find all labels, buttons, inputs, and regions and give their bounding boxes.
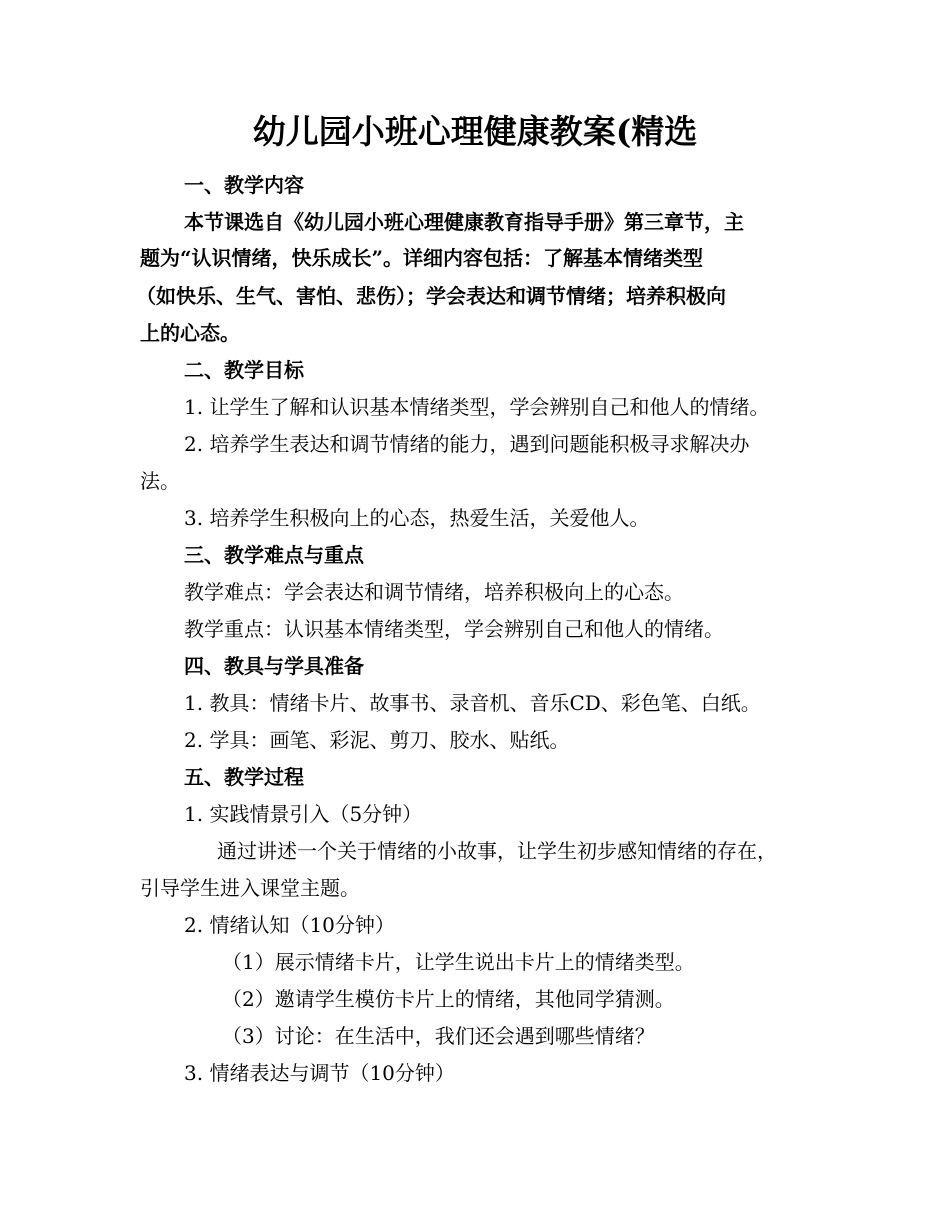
list-item: 3. 情绪表达与调节（10分钟） <box>184 1061 455 1085</box>
list-item: 3. 培养学生积极向上的心态，热爱生活，关爱他人。 <box>184 506 650 530</box>
list-item: 1. 实践情景引入（5分钟） <box>184 802 423 826</box>
paragraph-line: 教学重点：认识基本情绪类型，学会辨别自己和他人的情绪。 <box>184 617 724 641</box>
section-heading-process: 五、教学过程 <box>184 765 304 789</box>
list-item: 2. 学具：画笔、彩泥、剪刀、胶水、贴纸。 <box>184 728 570 752</box>
sub-list-item: （2）邀请学生模仿卡片上的情绪，其他同学猜测。 <box>222 987 675 1011</box>
list-item-continuation: 法。 <box>140 469 180 493</box>
paragraph-line: 教学难点：学会表达和调节情绪，培养积极向上的心态。 <box>184 580 684 604</box>
paragraph-line: （如快乐、生气、害怕、悲伤）；学会表达和调节情绪；培养积极向 <box>136 284 726 308</box>
list-item: 1. 教具：情绪卡片、故事书、录音机、音乐CD、彩色笔、白纸。 <box>184 691 761 715</box>
page-title: 幼儿园小班心理健康教案(精选 <box>252 112 698 151</box>
list-item: 2. 情绪认知（10分钟） <box>184 913 395 937</box>
sub-list-item: （1）展示情绪卡片，让学生说出卡片上的情绪类型。 <box>222 950 695 974</box>
paragraph-line: 通过讲述一个关于情绪的小故事，让学生初步感知情绪的存在， <box>217 839 777 863</box>
sub-list-item: （3）讨论：在生活中，我们还会遇到哪些情绪？ <box>222 1024 655 1048</box>
paragraph-line: 上的心态。 <box>140 321 240 345</box>
paragraph-line: 引导学生进入课堂主题。 <box>140 876 360 900</box>
section-heading-goals: 二、教学目标 <box>184 358 304 382</box>
list-item: 1. 让学生了解和认识基本情绪类型，学会辨别自己和他人的情绪。 <box>184 395 770 419</box>
section-heading-materials: 四、教具与学具准备 <box>184 654 364 678</box>
section-heading-content: 一、教学内容 <box>184 173 304 197</box>
section-heading-key-points: 三、教学难点与重点 <box>184 543 364 567</box>
paragraph-line: 本节课选自《幼儿园小班心理健康教育指导手册》第三章节，主 <box>184 210 744 234</box>
paragraph-line: 题为“认识情绪，快乐成长”。详细内容包括：了解基本情绪类型 <box>140 246 704 270</box>
list-item: 2. 培养学生表达和调节情绪的能力，遇到问题能积极寻求解决办 <box>184 432 750 456</box>
